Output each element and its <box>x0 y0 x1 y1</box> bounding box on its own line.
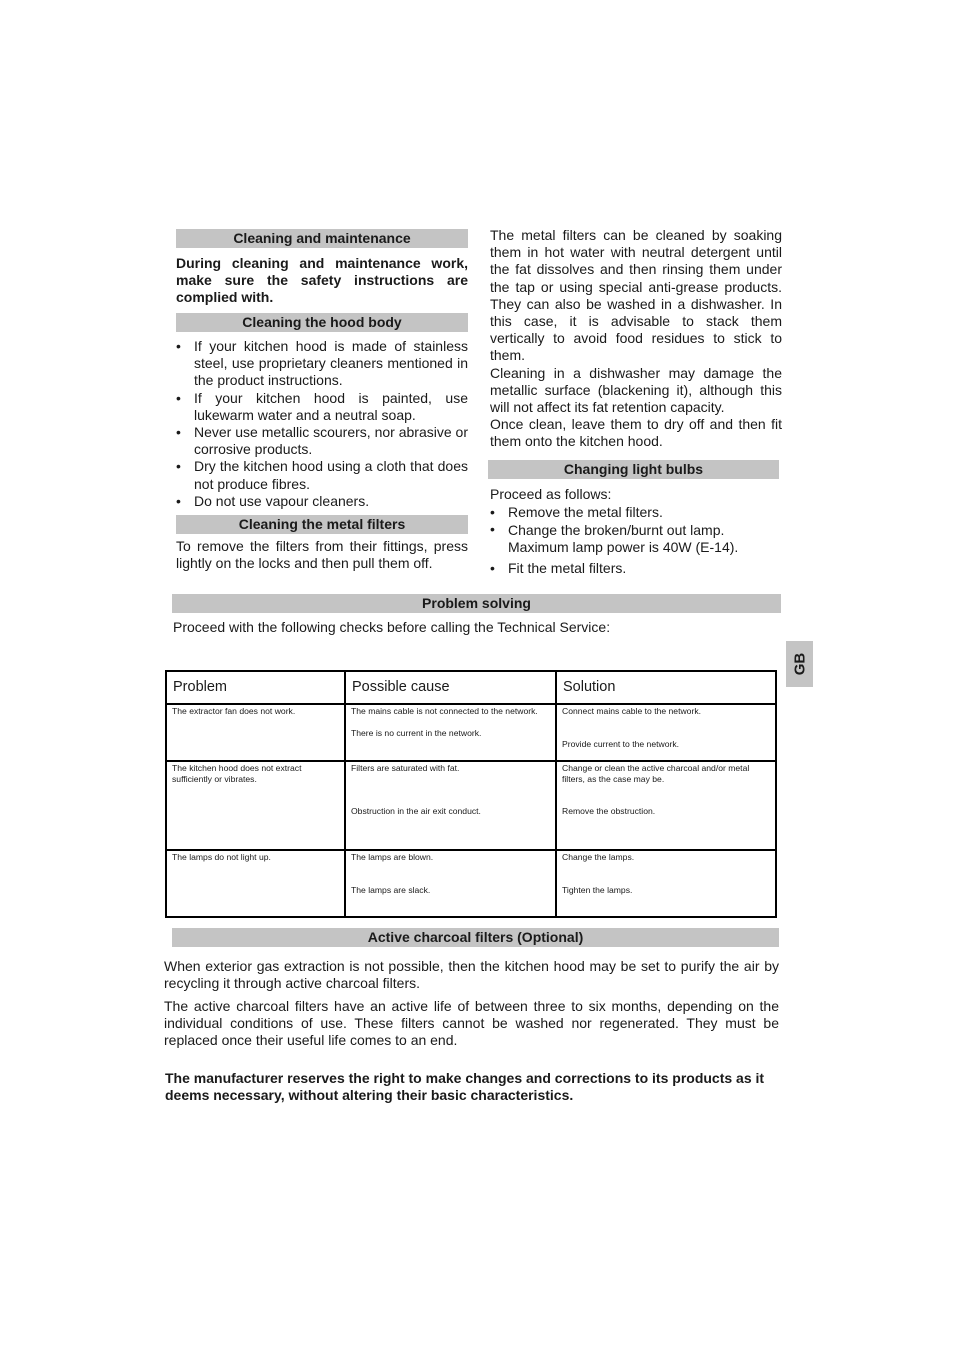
list-item: • Do not use vapour cleaners. <box>176 493 468 510</box>
cause-cell: The mains cable is not connected to the network. There is no current in the network. <box>345 704 556 761</box>
metal-filters-paragraph: Cleaning in a dishwasher may damage the metallic surface (blackening it), although this will not affect its fat retention capacity. <box>490 364 782 416</box>
table-header-row <box>166 671 776 704</box>
list-item: • Never use metallic scourers, nor abrasive or corrosive products. <box>176 424 468 458</box>
list-item: • Dry the kitchen hood using a cloth that does not produce fibres. <box>176 458 468 492</box>
cleaning-maintenance-heading: Cleaning and maintenance <box>176 229 468 248</box>
light-bulbs-heading: Changing light bulbs <box>488 460 779 479</box>
column-header: Solution <box>556 671 776 704</box>
column-header: Problem <box>166 671 345 704</box>
table-row <box>166 761 776 850</box>
charcoal-heading: Active charcoal filters (Optional) <box>172 928 779 947</box>
list-item: • Change the broken/burnt out lamp. Maximum lamp power is 40W (E-14). <box>490 521 780 556</box>
solution-cell: Connect mains cable to the network. Provide current to the network. <box>556 704 776 761</box>
problem-cell: The extractor fan does not work. <box>166 704 345 761</box>
problem-solving-intro: Proceed with the following checks before calling the Technical Service: <box>173 619 611 635</box>
table-row <box>166 704 776 761</box>
metal-filters-body <box>490 227 782 451</box>
safety-warning: During cleaning and maintenance work, make sure the safety instructions are complied with. <box>176 255 468 306</box>
table-row <box>166 850 776 917</box>
problem-cell: The lamps do not light up. <box>166 850 345 917</box>
hood-body-heading: Cleaning the hood body <box>176 313 468 332</box>
metal-filters-paragraph: Once clean, leave them to dry off and then fit them onto the kitchen hood. <box>490 416 782 450</box>
light-bulbs-intro: Proceed as follows: <box>490 486 612 502</box>
charcoal-paragraph: The active charcoal filters have an active life of between three to six months, depending on the individual conditions of use. These filters cannot be washed nor regenerated. They must be replaced once their useful life comes to an end. <box>164 998 779 1049</box>
language-tab <box>786 641 813 687</box>
solution-cell: Change the lamps. Tighten the lamps. <box>556 850 776 917</box>
cause-cell: Filters are saturated with fat. Obstruction in the air exit conduct. <box>345 761 556 850</box>
metal-filters-paragraph: The metal filters can be cleaned by soaking them in hot water with neutral detergent until the fat dissolves and then rinsing them under the tap or using special anti-grease products. They can also be washed in a dishwasher. In this case, it is advisable to stack them vertically to avoid food residues to stick to them. <box>490 227 782 364</box>
language-tab-label: GB <box>791 652 808 676</box>
column-header: Possible cause <box>345 671 556 704</box>
troubleshooting-table <box>165 670 777 918</box>
problem-cell: The kitchen hood does not extract sufficiently or vibrates. <box>166 761 345 850</box>
metal-filters-intro: To remove the filters from their fittings, press lightly on the locks and then pull them off. <box>176 538 468 572</box>
charcoal-paragraph: When exterior gas extraction is not possible, then the kitchen hood may be set to purify the air by recycling it through active charcoal filters. <box>164 958 779 992</box>
cause-cell: The lamps are blown. The lamps are slack. <box>345 850 556 917</box>
list-item: • Remove the metal filters. <box>490 504 780 521</box>
list-item: • If your kitchen hood is made of stainless steel, use proprietary cleaners mentioned in the product instructions. <box>176 338 468 390</box>
metal-filters-heading: Cleaning the metal filters <box>176 515 468 534</box>
solution-cell: Change or clean the active charcoal and/or metal filters, as the case may be. Remove the obstruction. <box>556 761 776 850</box>
list-item: • Fit the metal filters. <box>490 560 780 577</box>
problem-solving-heading: Problem solving <box>172 594 781 613</box>
list-item: • If your kitchen hood is painted, use lukewarm water and a neutral soap. <box>176 390 468 424</box>
manufacturer-disclaimer: The manufacturer reserves the right to make changes and corrections to its products as it deems necessary, without altering their basic characteristics. <box>165 1070 765 1104</box>
hood-body-list <box>176 338 468 510</box>
light-bulbs-list <box>490 504 780 577</box>
